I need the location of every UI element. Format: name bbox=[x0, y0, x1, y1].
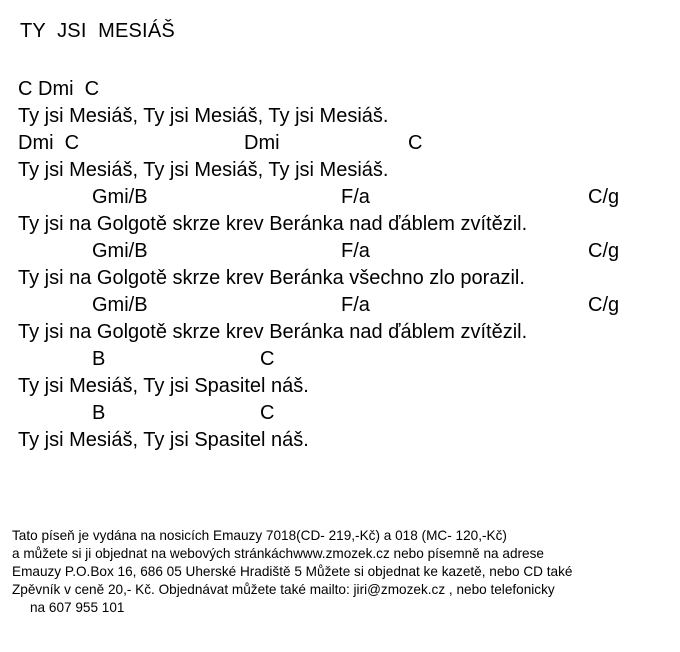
footer-line: Emauzy P.O.Box 16, 686 05 Uherské Hradiště 5 Můžete si objednat ke kazetě, nebo CD také bbox=[12, 564, 573, 579]
chord: C bbox=[260, 348, 275, 370]
footer-phone: na 607 955 101 bbox=[30, 600, 125, 615]
lyric-line: Ty jsi na Golgotě skrze krev Beránka nad ďáblem zvítězil. bbox=[18, 213, 528, 235]
chord: Dmi C bbox=[18, 132, 80, 154]
lyric-line: Ty jsi Mesiáš, Ty jsi Mesiáš, Ty jsi Mesiáš. bbox=[18, 105, 389, 127]
chord: C Dmi C bbox=[18, 78, 100, 100]
lyric-line: Ty jsi na Golgotě skrze krev Beránka nad ďáblem zvítězil. bbox=[18, 321, 528, 343]
lyric-line: Ty jsi na Golgotě skrze krev Beránka všechno zlo porazil. bbox=[18, 267, 525, 289]
lyric-line: Ty jsi Mesiáš, Ty jsi Spasitel náš. bbox=[18, 375, 309, 397]
lyric-line: Ty jsi Mesiáš, Ty jsi Spasitel náš. bbox=[18, 429, 309, 451]
chord: Gmi/B bbox=[92, 294, 148, 316]
lyric-line: Ty jsi Mesiáš, Ty jsi Mesiáš, Ty jsi Mesiáš. bbox=[18, 159, 389, 181]
chord-line bbox=[18, 346, 668, 373]
song-body bbox=[18, 76, 668, 454]
chord: B bbox=[92, 348, 106, 370]
chord: C/g bbox=[588, 240, 620, 262]
chord: Dmi bbox=[244, 132, 280, 154]
chord: Gmi/B bbox=[92, 186, 148, 208]
chord: C bbox=[408, 132, 423, 154]
chord-line bbox=[18, 400, 668, 427]
chord: C/g bbox=[588, 186, 620, 208]
footer-line: a můžete si ji objednat na webových stránkáchwww.zmozek.cz nebo písemně na adrese bbox=[12, 546, 544, 561]
chord-line bbox=[18, 238, 668, 265]
chord: F/a bbox=[341, 186, 370, 208]
footer-line: Zpěvník v ceně 20,- Kč. Objednávat můžete také mailto: jiri@zmozek.cz , nebo telefonicky bbox=[12, 582, 555, 597]
chord: B bbox=[92, 402, 106, 424]
song-title: TY JSI MESIÁŠ bbox=[20, 20, 175, 42]
chord: F/a bbox=[341, 240, 370, 262]
chord-line bbox=[18, 184, 668, 211]
chord: Gmi/B bbox=[92, 240, 148, 262]
chord-line bbox=[18, 76, 668, 103]
chord: C/g bbox=[588, 294, 620, 316]
chord-line bbox=[18, 130, 668, 157]
chord: C bbox=[260, 402, 275, 424]
footer-line: Tato píseň je vydána na nosicích Emauzy 7018(CD- 219,-Kč) a 018 (MC- 120,-Kč) bbox=[12, 528, 507, 543]
publication-note bbox=[12, 527, 672, 617]
chord: F/a bbox=[341, 294, 370, 316]
chord-line bbox=[18, 292, 668, 319]
